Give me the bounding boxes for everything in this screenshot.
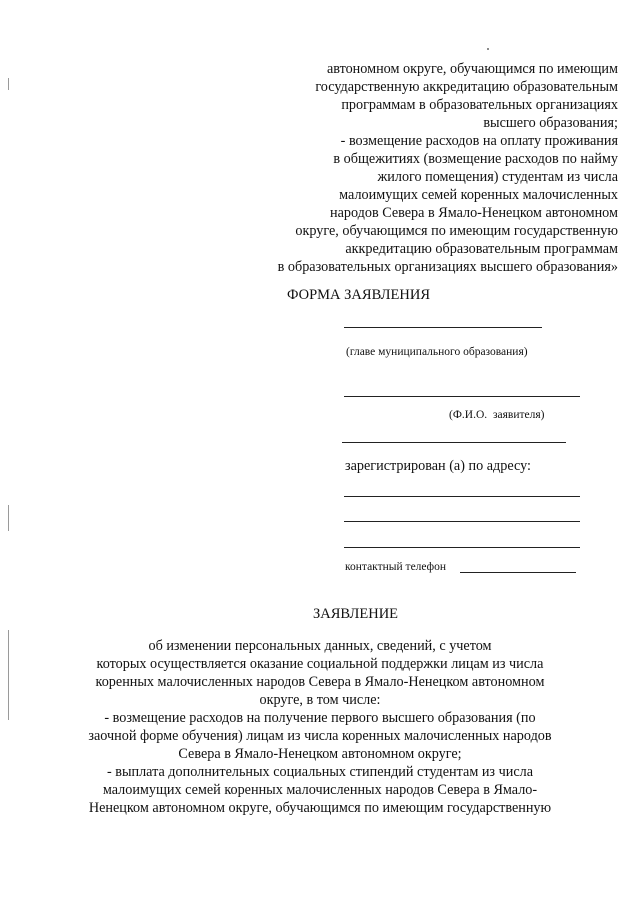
intro-line: малоимущих семей коренных малочисленных bbox=[339, 187, 618, 203]
address-line bbox=[344, 496, 580, 497]
statement-line: Севера в Ямало-Ненецком автономном округе; bbox=[178, 746, 462, 762]
statement-line: заочной форме обучения) лицам из числа коренных малочисленных народов bbox=[88, 728, 552, 744]
intro-line: аккредитацию образовательным программам bbox=[345, 241, 618, 257]
recipient-line bbox=[344, 327, 542, 328]
intro-line: округе, обучающимся по имеющим государственную bbox=[295, 223, 618, 239]
statement-line: Ненецком автономном округе, обучающимся по имеющим государственную bbox=[88, 800, 552, 816]
intro-line: программам в образовательных организациях bbox=[341, 97, 618, 113]
statement-line: - выплата дополнительных социальных стипендий студентам из числа bbox=[106, 764, 533, 780]
applicant-extra-line bbox=[342, 442, 566, 443]
statement-line: которых осуществляется оказание социальной поддержки лицам из числа bbox=[96, 656, 544, 672]
intro-line: народов Севера в Ямало-Ненецком автономном bbox=[329, 205, 618, 221]
applicant-caption-fio: (Ф.И.О. bbox=[449, 409, 488, 421]
form-heading: ФОРМА ЗАЯВЛЕНИЯ bbox=[287, 287, 430, 303]
recipient-caption: (главе муниципального образования) bbox=[346, 346, 528, 358]
phone-label: контактный телефон bbox=[345, 561, 447, 573]
intro-line: высшего образования; bbox=[483, 115, 618, 131]
statement-line: об изменении персональных данных, сведений, с учетом bbox=[148, 638, 492, 654]
address-line bbox=[344, 521, 580, 522]
intro-line: в образовательных организациях высшего образования» bbox=[277, 259, 618, 275]
intro-line: жилого помещения) студентам из числа bbox=[377, 169, 618, 185]
applicant-caption-word: заявителя) bbox=[493, 409, 545, 421]
registered-label: зарегистрирован (а) по адресу: bbox=[345, 458, 531, 474]
intro-line: государственную аккредитацию образовательным bbox=[315, 79, 618, 95]
statement-title: ЗАЯВЛЕНИЕ bbox=[313, 606, 399, 622]
scan-dot bbox=[487, 48, 489, 50]
scan-margin-mark bbox=[8, 505, 9, 531]
statement-line: округе, в том числе: bbox=[259, 692, 381, 708]
applicant-name-line bbox=[344, 396, 580, 397]
statement-line: - возмещение расходов на получение первого высшего образования (по bbox=[104, 710, 536, 726]
scan-margin-mark bbox=[8, 78, 9, 90]
address-line bbox=[344, 547, 580, 548]
intro-line: - возмещение расходов на оплату проживания bbox=[340, 133, 618, 149]
statement-line: коренных малочисленных народов Севера в Ямало-Ненецком автономном bbox=[95, 674, 545, 690]
intro-line: в общежитиях (возмещение расходов по найму bbox=[333, 151, 618, 167]
intro-line: автономном округе, обучающимся по имеющим bbox=[326, 61, 618, 77]
phone-line bbox=[460, 572, 576, 573]
statement-line: малоимущих семей коренных малочисленных народов Севера в Ямало- bbox=[102, 782, 538, 798]
